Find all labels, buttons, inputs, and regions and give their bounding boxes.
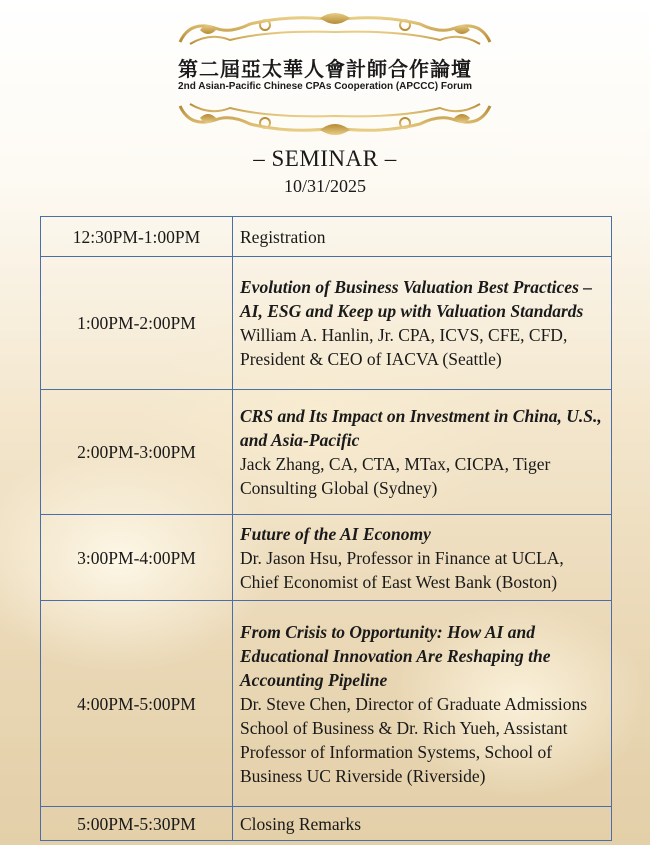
session-speaker: Dr. Jason Hsu, Professor in Finance at UCLA, Chief Economist of East West Bank (Boston) [240, 547, 564, 592]
session-text: Closing Remarks [240, 813, 362, 834]
session-description [233, 257, 612, 390]
session-description [233, 390, 612, 515]
chinese-title: 第二屆亞太華人會計師合作論壇 [178, 57, 472, 81]
seminar-heading: – SEMINAR – [253, 146, 397, 171]
session-time: 12:30PM-1:00PM [41, 217, 233, 257]
session-title: From Crisis to Opportunity: How AI and Educational Innovation Are Reshaping the Accounting Pipeline [240, 621, 551, 690]
table-row [41, 390, 612, 515]
schedule-table [40, 216, 612, 841]
session-time: 5:00PM-5:30PM [41, 807, 233, 841]
session-description [233, 515, 612, 601]
session-title: Future of the AI Economy [240, 523, 431, 544]
session-time: 2:00PM-3:00PM [41, 390, 233, 515]
ornament-top-icon [170, 10, 500, 50]
seminar-date: 10/31/2025 [283, 176, 366, 196]
session-title: Evolution of Business Valuation Best Practices – AI, ESG and Keep up with Valuation Standards [240, 277, 592, 321]
table-row [41, 601, 612, 807]
forum-header [0, 0, 650, 140]
session-title: CRS and Its Impact on Investment in China, U.S., and Asia-Pacific [240, 406, 602, 450]
table-row [41, 515, 612, 601]
table-row [41, 807, 612, 841]
session-speaker: William A. Hanlin, Jr. CPA, ICVS, CFE, CFD, President & CEO of IACVA (Seattle) [240, 325, 568, 369]
session-text: Registration [240, 226, 326, 247]
table-row [41, 257, 612, 390]
session-speaker: Dr. Steve Chen, Director of Graduate Admissions School of Business & Dr. Rich Yueh, Assistant Professor of Information Systems, School of Business UC Riverside (Riverside) [240, 693, 588, 786]
session-time: 4:00PM-5:00PM [41, 601, 233, 807]
session-time: 3:00PM-4:00PM [41, 515, 233, 601]
ornament-bottom-icon [170, 98, 500, 138]
table-row [41, 217, 612, 257]
session-description [233, 807, 612, 841]
english-title: 2nd Asian-Pacific Chinese CPAs Cooperation (APCCC) Forum [178, 81, 472, 92]
session-description [233, 601, 612, 807]
session-time: 1:00PM-2:00PM [41, 257, 233, 390]
session-description [233, 217, 612, 257]
session-speaker: Jack Zhang, CA, CTA, MTax, CICPA, Tiger Consulting Global (Sydney) [240, 454, 551, 498]
